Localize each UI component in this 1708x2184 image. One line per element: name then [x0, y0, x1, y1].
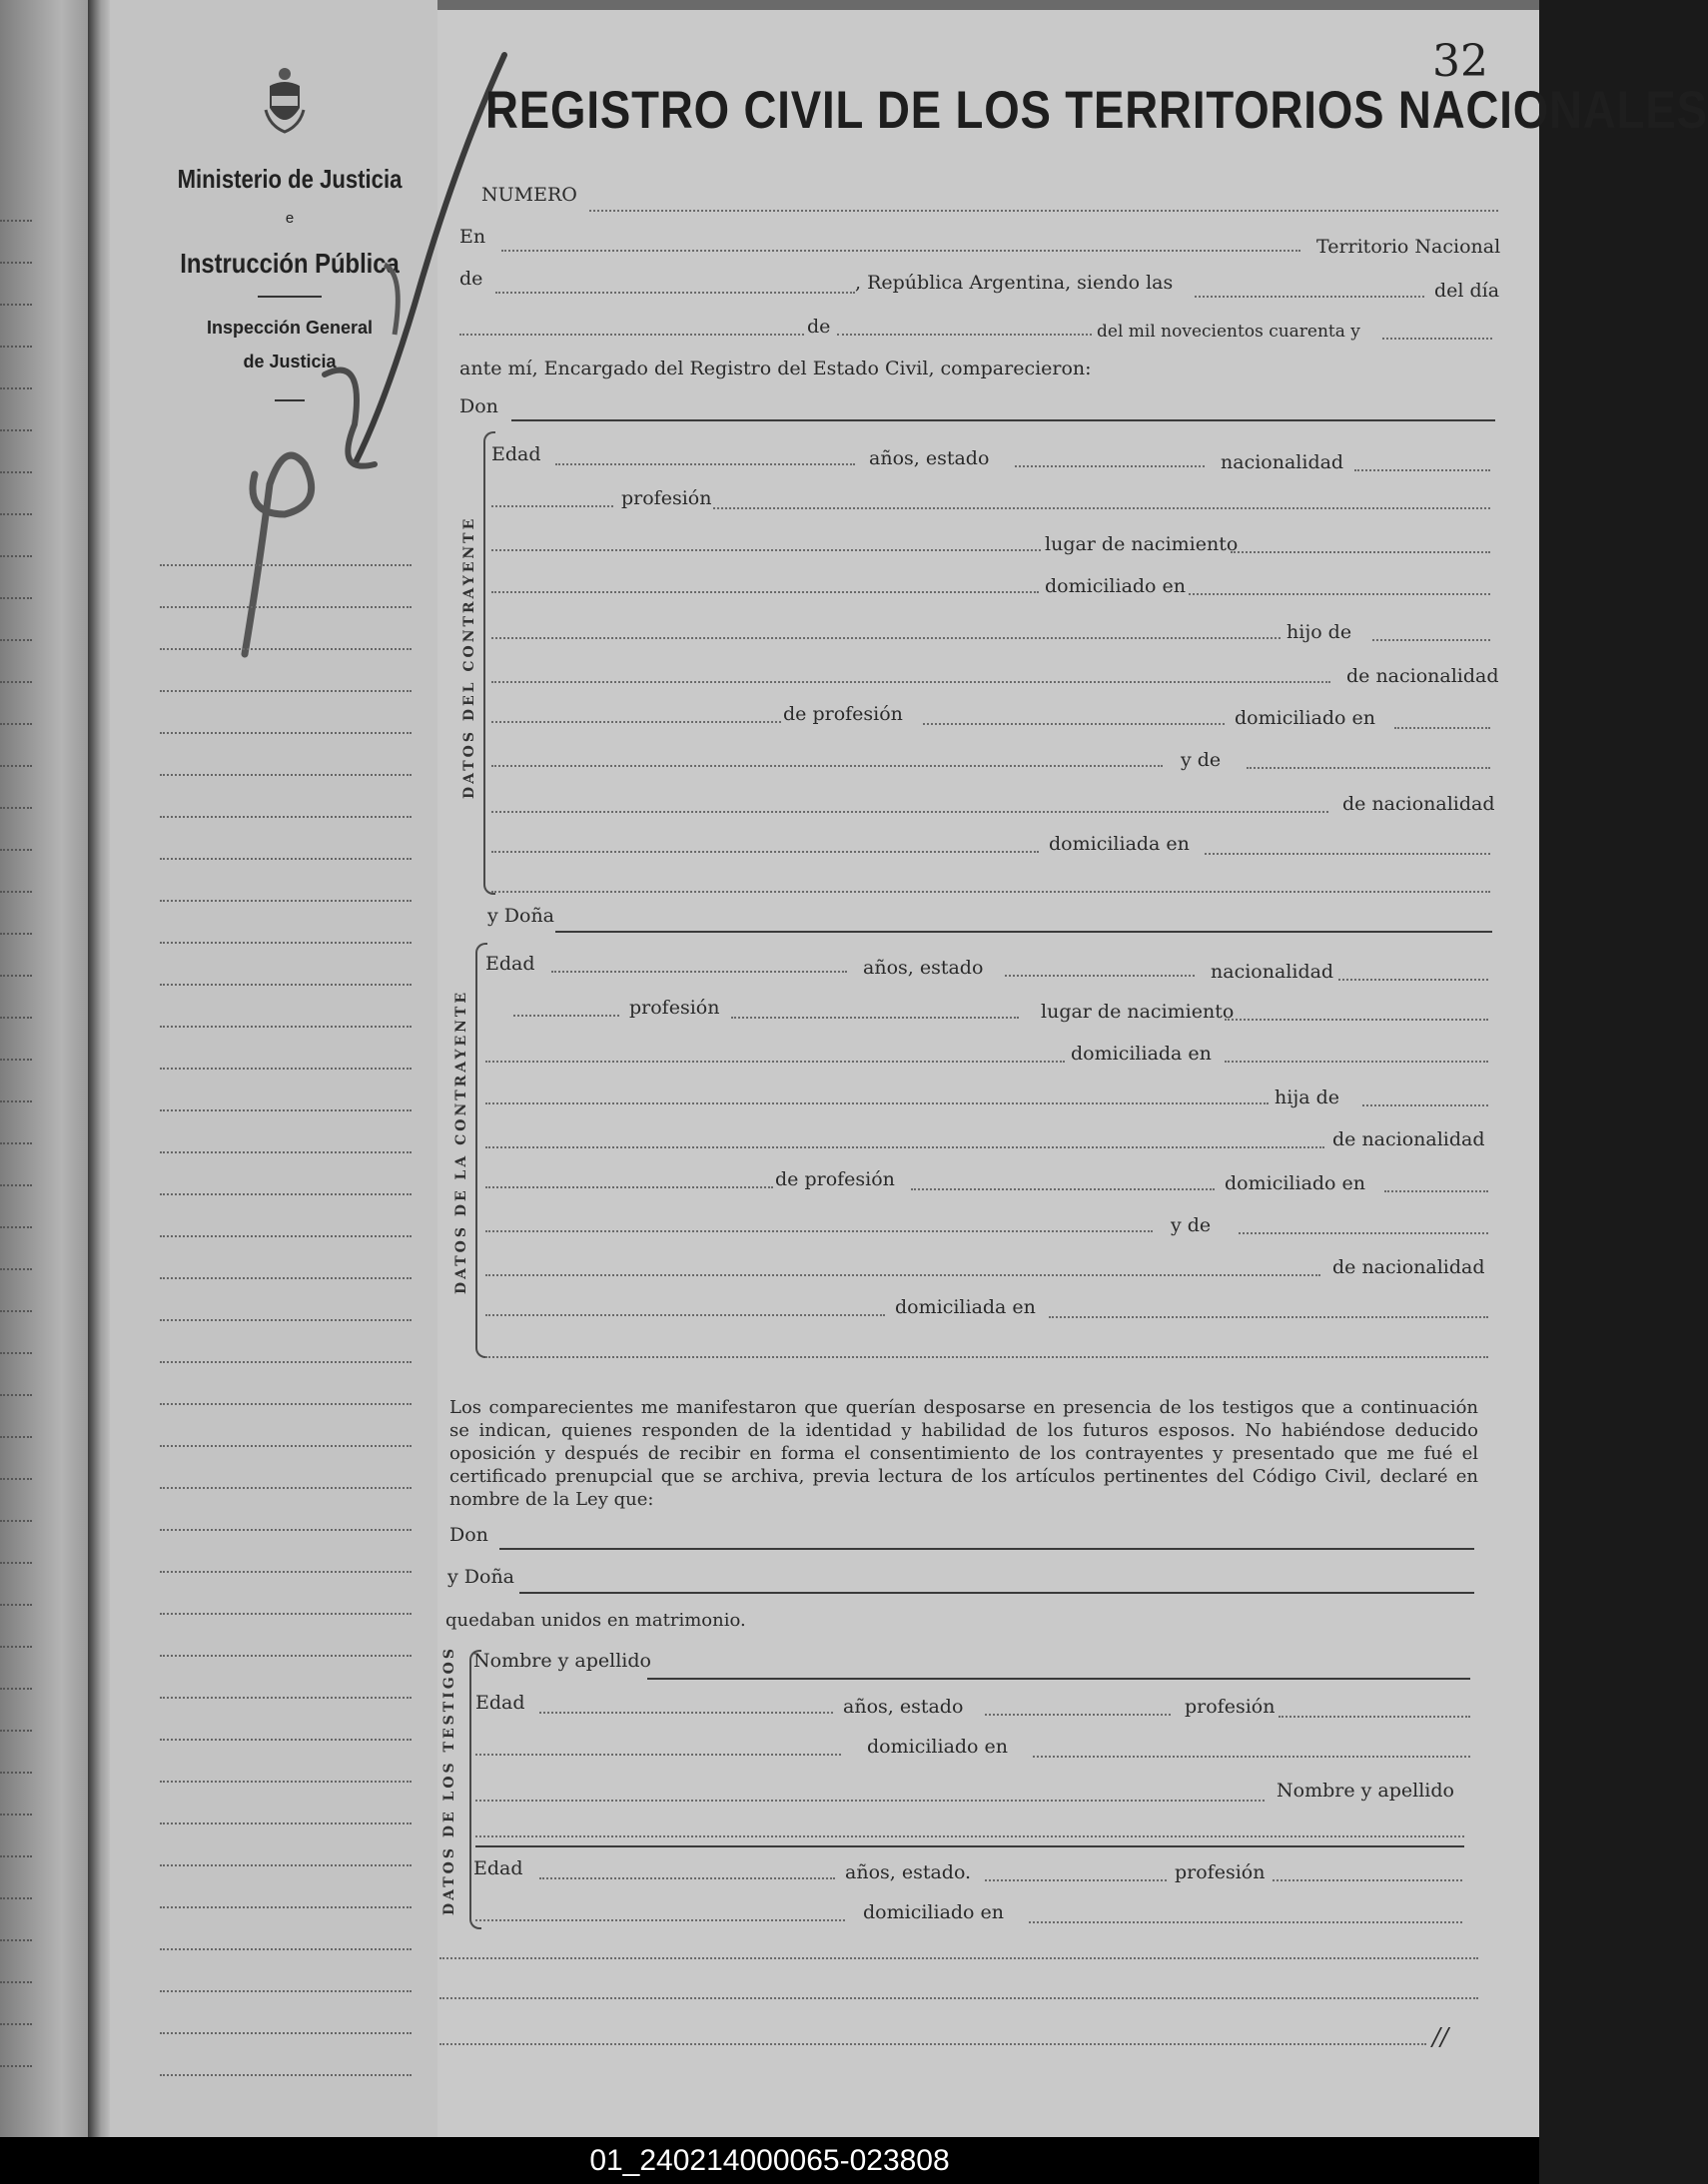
mes-field[interactable] — [837, 334, 1092, 336]
edge-dotted-line — [0, 1939, 32, 1941]
nombre1-field[interactable] — [647, 1678, 1470, 1680]
stub-dotted-line — [160, 1068, 412, 1070]
estado2-field[interactable] — [1005, 975, 1195, 977]
testigo1-extra-field[interactable] — [475, 1800, 1265, 1802]
edge-dotted-line — [0, 429, 32, 431]
form-page — [437, 0, 1539, 2137]
edge-dotted-line — [0, 765, 32, 767]
testigo1-edad-field[interactable] — [539, 1712, 833, 1714]
domiciliado-field[interactable] — [1189, 593, 1490, 595]
nombre1-label: Nombre y apellido — [473, 1650, 651, 1672]
pre-domiciliado5-field[interactable] — [475, 1919, 845, 1921]
closing-line-1[interactable] — [439, 1957, 1478, 1959]
contrayente-extra-field[interactable] — [491, 891, 1490, 893]
pre-hijo-field[interactable] — [491, 637, 1281, 639]
testigo2-profesion-field[interactable] — [1273, 1879, 1462, 1881]
madre-field[interactable] — [1247, 767, 1490, 769]
edge-dotted-line — [0, 849, 32, 851]
lugar-field[interactable] — [1231, 551, 1490, 553]
de-nacionalidad2-label: de nacionalidad — [1342, 793, 1495, 815]
domiciliada-label: domiciliada en — [1049, 833, 1190, 855]
pre-domicilio-field[interactable] — [491, 591, 1039, 593]
top-edge-band — [437, 0, 1539, 10]
edge-dotted-line — [0, 1646, 32, 1648]
declaration-text: Los comparecientes me manifestaron que querían desposarse en presencia de los testigos que a continuación se indican, quienes responden de la identidad y habilidad de los futuros esposos. No habiéndose deducido oposición y después de recibir en forma el consentimiento de los contrayentes y presentado que me fué el certificado prenupcial que se archiva, previa lectura de los artículos pertinentes del Código Civil, declaré en nombre de la Ley que: — [449, 1397, 1478, 1510]
stub-dotted-line — [160, 1277, 412, 1279]
edge-dotted-line — [0, 1562, 32, 1564]
testigos-side-label: DATOS DE LOS TESTIGOS — [441, 1646, 457, 1915]
edge-dotted-line — [0, 304, 32, 306]
numero-label: NUMERO — [481, 184, 577, 206]
profesion-field[interactable] — [713, 507, 1490, 509]
madre-nac-field[interactable] — [491, 851, 1039, 853]
anos-estado4-label: años, estado. — [845, 1861, 972, 1883]
testigo2-dom-field[interactable] — [1029, 1921, 1462, 1923]
lugar2-label: lugar de nacimiento — [1041, 1001, 1235, 1023]
stub-dotted-line — [160, 1948, 412, 1950]
stub-dotted-line — [160, 1109, 412, 1111]
edge-dotted-line — [0, 1730, 32, 1732]
hijo-de-field[interactable] — [1372, 639, 1490, 641]
contrayente-brace — [483, 431, 495, 895]
de-profesion-label: de profesión — [783, 703, 903, 725]
edge-dotted-line — [0, 891, 32, 893]
edge-dotted-line — [0, 1520, 32, 1522]
page-number: 32 — [1432, 36, 1488, 87]
anos-estado2-label: años, estado — [863, 957, 984, 979]
stub-dotted-line — [160, 942, 412, 944]
y-de2-label: y de — [1171, 1214, 1212, 1236]
don-field[interactable] — [511, 419, 1495, 421]
stub-dotted-line — [160, 1529, 412, 1531]
profesion4-label: profesión — [1175, 1861, 1266, 1883]
madre-pre-nac-field[interactable] — [491, 811, 1328, 813]
territorio-label: Territorio Nacional — [1316, 236, 1501, 258]
stub-dotted-line — [160, 564, 412, 566]
madre2-dom-field[interactable] — [1049, 1316, 1488, 1318]
domiciliada3-label: domiciliada en — [895, 1296, 1036, 1318]
edge-dotted-line — [0, 639, 32, 641]
edge-dotted-line — [0, 1688, 32, 1690]
edge-dotted-line — [0, 1897, 32, 1899]
testigo1-dom-field[interactable] — [1033, 1756, 1470, 1758]
stub-dotted-line — [160, 858, 412, 860]
domiciliado-label: domiciliado en — [1045, 575, 1187, 597]
nombre2-field[interactable] — [475, 1835, 1464, 1837]
stub-dotted-line — [160, 1655, 412, 1657]
stub-dotted-line — [160, 1487, 412, 1489]
declaration-y-dona-field[interactable] — [519, 1592, 1474, 1594]
y-dona-label: y Doña — [487, 905, 555, 927]
profesion2-label: profesión — [629, 997, 720, 1019]
edge-dotted-line — [0, 2065, 32, 2067]
padre-prof-field[interactable] — [923, 723, 1225, 725]
edge-dotted-line — [0, 262, 32, 264]
nombre2-label: Nombre y apellido — [1277, 1780, 1454, 1802]
ministry-line1: Ministerio de Justicia — [177, 164, 403, 194]
madre2-nac-field[interactable] — [485, 1314, 885, 1316]
stub-dotted-line — [160, 984, 412, 986]
lugar2-field[interactable] — [1225, 1019, 1488, 1021]
de-nacionalidad4-label: de nacionalidad — [1332, 1256, 1485, 1278]
edge-dotted-line — [0, 1268, 32, 1270]
nacionalidad-field[interactable] — [1354, 469, 1490, 471]
profesion3-label: profesión — [1185, 1696, 1276, 1718]
domiciliado5-label: domiciliado en — [863, 1901, 1005, 1923]
end-mark: // — [1432, 2023, 1449, 2051]
nacionalidad-label: nacionalidad — [1221, 451, 1344, 473]
profesion2-field[interactable] — [731, 1017, 1019, 1019]
dia-field[interactable] — [459, 334, 804, 336]
stub-dotted-line — [160, 1864, 412, 1866]
hora-field[interactable] — [1195, 296, 1424, 298]
stub-dotted-line — [160, 1403, 412, 1405]
edge-dotted-line — [0, 1226, 32, 1228]
edge-dotted-line — [0, 723, 32, 725]
anos-estado3-label: años, estado — [843, 1696, 964, 1718]
domiciliado3-label: domiciliado en — [1225, 1172, 1366, 1194]
stub-dotted-line — [160, 1026, 412, 1028]
edge-dotted-line — [0, 681, 32, 683]
edge-dotted-line — [0, 220, 32, 222]
de-field[interactable] — [495, 292, 855, 294]
testigos-divider — [475, 1845, 1464, 1847]
de-nacionalidad-label: de nacionalidad — [1346, 665, 1499, 687]
del-dia-label: del día — [1434, 280, 1500, 302]
closing-line-3[interactable] — [439, 2043, 1426, 2045]
stub-dotted-line — [160, 1739, 412, 1741]
edge-dotted-line — [0, 1100, 32, 1102]
inspection-line2: de Justicia — [243, 352, 337, 371]
declaration-y-dona-label: y Doña — [447, 1566, 515, 1588]
padre2-dom-field[interactable] — [1384, 1190, 1488, 1192]
stub-dotted-line — [160, 1361, 412, 1363]
stub-dotted-line — [160, 732, 412, 734]
hija-de-field[interactable] — [1362, 1104, 1488, 1106]
edge-dotted-line — [0, 1352, 32, 1354]
edge-dotted-line — [0, 1142, 32, 1144]
stub-dotted-line — [160, 1235, 412, 1237]
edge-dotted-line — [0, 1604, 32, 1606]
image-identifier: 01_240214000065-023808 — [0, 2137, 1539, 2184]
stub-dotted-line — [160, 648, 412, 650]
edge-dotted-line — [0, 597, 32, 599]
estado-field[interactable] — [1015, 465, 1205, 467]
stub-dotted-line — [160, 816, 412, 818]
y-dona-field[interactable] — [555, 931, 1492, 933]
pre-y-de-field[interactable] — [491, 765, 1163, 767]
padre2-nac-field[interactable] — [485, 1186, 773, 1188]
edge-dotted-line — [0, 1017, 32, 1019]
de-nacionalidad3-label: de nacionalidad — [1332, 1128, 1485, 1150]
ante-mi-text: ante mí, Encargado del Registro del Estado Civil, comparecieron: — [459, 358, 1092, 379]
edge-dotted-line — [0, 1436, 32, 1438]
stub-dotted-line — [160, 1906, 412, 1908]
stub-dotted-line — [160, 1822, 412, 1824]
edge-dotted-line — [0, 933, 32, 935]
stub-dotted-line — [160, 900, 412, 902]
domiciliado4-label: domiciliado en — [867, 1736, 1009, 1758]
profesion-label: profesión — [621, 487, 712, 509]
numero-field[interactable] — [589, 210, 1498, 212]
testigo1-estado-field[interactable] — [985, 1714, 1171, 1716]
stub-dotted-line — [160, 774, 412, 776]
padre2-prof-field[interactable] — [911, 1188, 1215, 1190]
pre-domiciliado4-field[interactable] — [475, 1754, 841, 1756]
edge-dotted-line — [0, 1394, 32, 1396]
edge-dotted-line — [0, 346, 32, 348]
pre-y-de2-field[interactable] — [485, 1230, 1153, 1232]
stub-dotted-line — [160, 1445, 412, 1447]
inspection-line1: Inspección General — [206, 318, 374, 338]
edge-dotted-line — [0, 1855, 32, 1857]
testigo2-estado-field[interactable] — [985, 1879, 1167, 1881]
testigo2-edad-field[interactable] — [539, 1877, 835, 1879]
edad3-label: Edad — [475, 1692, 525, 1714]
domiciliada2-label: domiciliada en — [1071, 1043, 1212, 1065]
anio-field[interactable] — [1382, 338, 1492, 340]
ministry-conj: e — [285, 210, 295, 227]
edge-dotted-line — [0, 1478, 32, 1480]
stub-dotted-line — [160, 606, 412, 608]
contrayente-side-label: DATOS DEL CONTRAYENTE — [461, 515, 477, 799]
don-label: Don — [459, 395, 498, 417]
stub-dotted-line — [160, 1151, 412, 1153]
republica-label: , República Argentina, siendo las — [855, 272, 1174, 294]
de-profesion2-label: de profesión — [775, 1168, 895, 1190]
edge-dotted-line — [0, 1310, 32, 1312]
stub-dotted-line — [160, 1193, 412, 1195]
domiciliada2-field[interactable] — [1225, 1061, 1488, 1063]
contrayenta-side-label: DATOS DE LA CONTRAYENTE — [453, 989, 469, 1294]
edge-dotted-line — [0, 387, 32, 389]
edge-dotted-line — [0, 1772, 32, 1774]
stub-dotted-line — [160, 1613, 412, 1615]
declaration-don-label: Don — [449, 1524, 488, 1546]
hija-de-label: hija de — [1275, 1087, 1339, 1108]
stub-dotted-line — [160, 2074, 412, 2076]
padre-nac-field[interactable] — [491, 721, 781, 723]
edge-dotted-line — [0, 1981, 32, 1983]
contrayenta-extra-field[interactable] — [485, 1356, 1488, 1358]
madre2-pre-nac-field[interactable] — [485, 1274, 1320, 1276]
madre-dom-field[interactable] — [1205, 853, 1490, 855]
hijo-de-label: hijo de — [1286, 621, 1352, 643]
previous-page-edge — [0, 0, 88, 2137]
stub-dotted-line — [160, 1781, 412, 1783]
declaration-don-field[interactable] — [499, 1548, 1474, 1550]
de-label: de — [459, 268, 483, 290]
closing-line-2[interactable] — [439, 1997, 1478, 1999]
stub-dotted-line — [160, 1990, 412, 1992]
edad-field[interactable] — [555, 463, 855, 465]
edge-dotted-line — [0, 471, 32, 473]
pre-hija-field[interactable] — [485, 1102, 1269, 1104]
en-field[interactable] — [501, 250, 1300, 252]
page-title: REGISTRO CIVIL DE LOS TERRITORIOS NACIONALES — [485, 81, 1708, 140]
domiciliado2-label: domiciliado en — [1235, 707, 1376, 729]
edge-dotted-line — [0, 807, 32, 809]
en-label: En — [459, 226, 486, 248]
edge-dotted-line — [0, 555, 32, 557]
edge-dotted-line — [0, 513, 32, 515]
edge-dotted-line — [0, 1814, 32, 1816]
edge-dotted-line — [0, 1059, 32, 1061]
lugar-label: lugar de nacimiento — [1045, 533, 1239, 555]
stub-dotted-line — [160, 690, 412, 692]
y-de-label: y de — [1181, 749, 1222, 771]
ministry-line2: Instrucción Pública — [180, 248, 400, 279]
stub-dotted-line — [160, 1697, 412, 1699]
padre-dom-field[interactable] — [1394, 727, 1490, 729]
quedaban-text: quedaban unidos en matrimonio. — [445, 1610, 746, 1631]
pre-profesion2-field[interactable] — [513, 1015, 619, 1017]
padre2-field[interactable] — [485, 1146, 1324, 1148]
edad2-field[interactable] — [551, 971, 847, 973]
nacionalidad2-label: nacionalidad — [1211, 961, 1334, 983]
padre-field[interactable] — [491, 681, 1330, 683]
edge-dotted-line — [0, 1184, 32, 1186]
de2-label: de — [807, 316, 831, 338]
pre-domiciliada2-field[interactable] — [485, 1061, 1065, 1063]
stub-dotted-line — [160, 2032, 412, 2034]
edad4-label: Edad — [473, 1857, 523, 1879]
madre2-field[interactable] — [1239, 1232, 1488, 1234]
edge-dotted-line — [0, 975, 32, 977]
del-mil-label: del mil novecientos cuarenta y — [1097, 322, 1360, 342]
edad2-label: Edad — [485, 953, 535, 975]
stub-dotted-line — [160, 1571, 412, 1573]
pre-lugar-field[interactable] — [491, 549, 1041, 551]
stub-dotted-line — [160, 1319, 412, 1321]
pre-profesion-field[interactable] — [491, 505, 613, 507]
nacionalidad2-field[interactable] — [1338, 979, 1488, 981]
edge-dotted-line — [0, 2023, 32, 2025]
anos-estado-label: años, estado — [869, 447, 990, 469]
contrayenta-brace — [475, 943, 487, 1358]
testigo1-profesion-field[interactable] — [1279, 1716, 1470, 1718]
edad-label: Edad — [491, 443, 541, 465]
book-fold — [88, 0, 110, 2137]
